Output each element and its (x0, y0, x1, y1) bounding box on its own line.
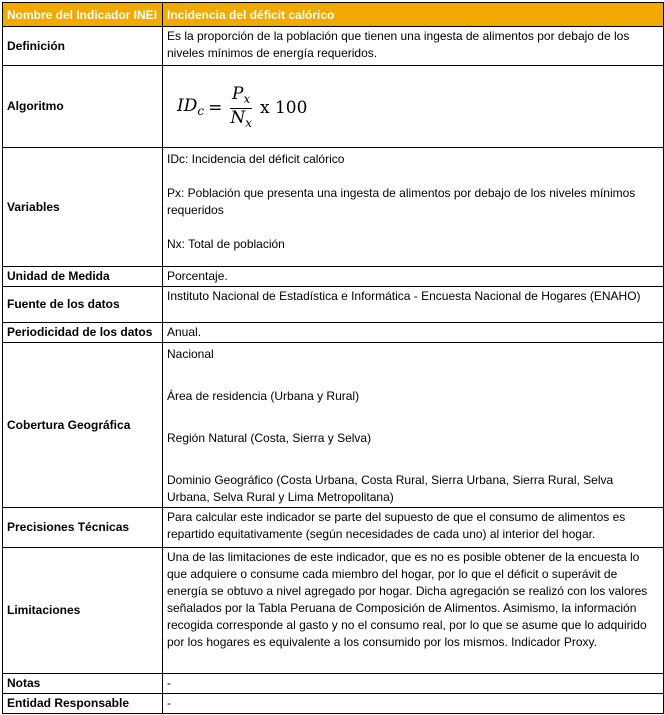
variable-idc: IDc: Incidencia del déficit calórico (167, 152, 345, 166)
formula-denominator: $N_x$ (230, 108, 252, 130)
formula-lhs: $ID_c$ (177, 95, 205, 118)
label-fuente: Fuente de los datos (3, 287, 163, 323)
cobertura-region: Región Natural (Costa, Sierra y Selva) (167, 431, 372, 445)
label-precisiones: Precisiones Técnicas (3, 508, 163, 548)
label-cobertura: Cobertura Geográfica (3, 343, 163, 508)
header-row (3, 3, 664, 27)
header-label: Nombre del Indicador INEI (3, 3, 163, 27)
label-unidad: Unidad de Medida (3, 267, 163, 287)
variable-nx: Nx: Total de población (167, 237, 285, 251)
row-precisiones (3, 508, 664, 548)
label-variables: Variables (3, 148, 163, 267)
row-fuente (3, 287, 664, 323)
row-cobertura (3, 343, 664, 508)
row-variables (3, 148, 664, 267)
formula-multiplier: x 100 (260, 98, 308, 118)
formula (167, 67, 659, 146)
value-precisiones: Para calcular este indicador se parte del supuesto de que el consumo de alimentos es repartido equitativamente (según necesidades de cada uno) al interior del hogar. (163, 508, 664, 548)
cobertura-area: Área de residencia (Urbana y Rural) (167, 389, 360, 403)
row-unidad (3, 267, 664, 287)
formula-numerator: $P_x$ (230, 85, 252, 109)
label-definicion: Definición (3, 27, 163, 66)
row-definicion (3, 27, 664, 66)
variable-px: Px: Población que presenta una ingesta de alimentos por debajo de los niveles mínimos requeridos (167, 186, 636, 217)
value-variables (163, 148, 664, 267)
formula-fraction (228, 85, 254, 132)
formula-equals: = (208, 98, 223, 118)
row-periodicidad (3, 323, 664, 343)
value-fuente: Instituto Nacional de Estadística e Informática - Encuesta Nacional de Hogares (ENAHO) (163, 287, 664, 323)
value-definicion: Es la proporción de la población que tienen una ingesta de alimentos por debajo de los niveles mínimos de energía requeridos. (163, 27, 664, 66)
cobertura-dominio: Dominio Geográfico (Costa Urbana, Costa Rural, Sierra Urbana, Sierra Rural, Selva Urbana, Selva Rural y Lima Metropolitana) (167, 473, 614, 504)
label-algoritmo: Algoritmo (3, 66, 163, 148)
value-cobertura (163, 343, 664, 508)
value-algoritmo (163, 66, 664, 148)
label-limitaciones: Limitaciones (3, 548, 163, 674)
value-limitaciones: Una de las limitaciones de este indicador, que es no es posible obtener de la encuesta lo que adquiere o consume cada miembro del hogar, por lo que el déficit o superávit de energía se obtuvo a nivel agregado por hogar. Dicha agregación se realizó con los valores señalados por la Tabla Peruana de Composición de Alimentos. Asimismo, la información recogida corresponde al gasto y no el consumo real, por lo que se asume que lo adquirido por los hogares es equivalente a los consumido por los mismos. Indicador Proxy. (163, 548, 664, 674)
row-limitaciones (3, 548, 664, 674)
row-entidad (3, 694, 664, 714)
header-indicator-name: Incidencia del déficit calórico (163, 3, 664, 27)
value-notas: - (163, 674, 664, 694)
value-periodicidad: Anual. (163, 323, 664, 343)
value-unidad: Porcentaje. (163, 267, 664, 287)
indicator-sheet-table (2, 2, 664, 714)
label-periodicidad: Periodicidad de los datos (3, 323, 163, 343)
value-entidad: - (163, 694, 664, 714)
row-algoritmo (3, 66, 664, 148)
cobertura-nacional: Nacional (167, 347, 214, 361)
row-notas (3, 674, 664, 694)
label-notas: Notas (3, 674, 163, 694)
label-entidad: Entidad Responsable (3, 694, 163, 714)
